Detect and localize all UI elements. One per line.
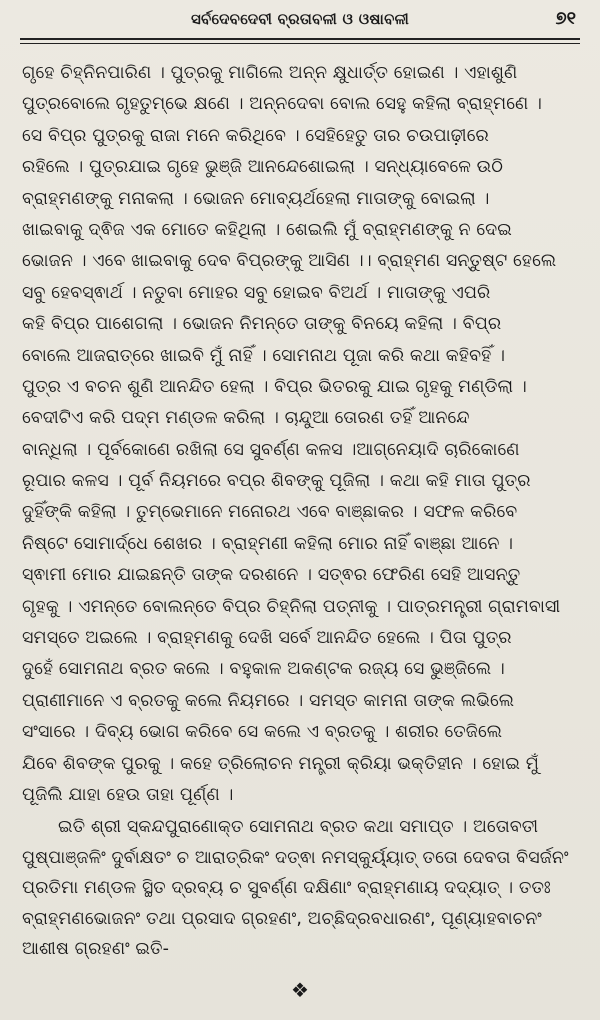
- text-line: ବେଦୀଟିଏ କରି ପଦ୍ମ ମଣ୍ଡଳ କରିଲା । ଚାନ୍ଦୁଆ ତୋରଣ ତହିଁ ଆନନ୍ଦେ: [22, 408, 470, 429]
- text-line: ବାନ୍ଧିଲା । ପୂର୍ବକୋଣେ ରଖିଲା ସେ ସୁବର୍ଣ୍ଣ କଳସ ।ଆଗ୍ନେୟାଦି ଚାରିକୋଣେ: [22, 439, 520, 460]
- text-line: ସଂସାରେ । ଦିବ୍ୟ ଭୋଗ କରିବେ ସେ କଲେ ଏ ବ୍ରତକୁ । ଶରୀର ତେଜିଲେ: [22, 722, 503, 743]
- text-line: ବ୍ରାହ୍ମଣଙ୍କୁ ମନାକଲା । ଭୋଜନ ମୋବ୍ୟର୍ଥହେଲା ମାତାଙ୍କୁ ବୋଇଲା ।: [22, 188, 490, 209]
- text-line: ପ୍ରାଣୀମାନେ ଏ ବ୍ରତକୁ କଲେ ନିୟମରେ । ସମସ୍ତ କାମନା ତାଙ୍କ ଲଭିଲେ: [22, 690, 515, 711]
- header-rule-thin: [20, 43, 580, 44]
- paragraph-closing: [22, 812, 578, 965]
- text-line: କହି ବିପ୍ର ପାଶେଗଲା । ଭୋଜନ ନିମନ୍ତେ ତାଙ୍କୁ ବିନୟେ କହିଲା । ବିପ୍ର: [22, 314, 502, 335]
- text-line: ରୂପାର କଳସ । ପୂର୍ବ ନିୟମରେ ବପ୍ର ଶିବଙ୍କୁ ପୂଜିଲା । କଥା କହି ମାତା ପୁତ୍ର: [22, 471, 531, 492]
- text-line: ପୁତ୍ର ଏ ବଚନ ଶୁଣି ଆନନ୍ଦିତ ହେଲା । ବିପ୍ର ଭିତରକୁ ଯାଇ ଗୃହକୁ ମଣ୍ଡିଲା ।: [22, 376, 527, 397]
- text-line: ଯିବେ ଶିବଙ୍କ ପୁରକୁ । କହେ ତ୍ରିଲୋଚନ ମନ୍ତ୍ରୀ କ୍ରିୟା ଭକ୍ତିହୀନ । ହୋଇ ମୁଁ: [22, 753, 539, 774]
- text-line: ନିଷ୍ଟେ ସୋମାର୍ଦ୍ଧେ ଶେଖର । ବ୍ରାହ୍ମଣୀ କହିଲା ମୋର ନାହିଁ ବାଞ୍ଛା ଆନେ ।: [22, 533, 514, 554]
- text-line: ଇତି ଶ୍ରୀ ସ୍କନ୍ଦପୁରାଣୋକ୍ତ ସୋମନାଥ ବ୍ରତ କଥା ସମାପ୍ତ । ଅତୋବତୀ: [58, 817, 539, 837]
- page-number: ୭୧: [555, 8, 576, 29]
- text-line: ପୁତ୍ରବୋଲେ ଗୃହତୁମ୍ଭେ କ୍ଷଣେ । ଅନ୍ନଦେବା ବୋଲ ସେହୁ କହିଲା ବ୍ରାହ୍ମଣେ ।: [22, 94, 542, 115]
- text-line: ସମସ୍ତେ ଅଇଲେ । ବ୍ରାହ୍ମଣକୁ ଦେଖି ସର୍ବେ ଆନନ୍ଦିତ ହେଲେ । ପିତା ପୁତ୍ର: [22, 628, 512, 649]
- text-line: ଗୃହକୁ । ଏମନ୍ତେ ବୋଲନ୍ତେ ବିପ୍ର ଚିହ୍ନିଲା ପତ୍ନୀକୁ । ପାତ୍ରମନ୍ତ୍ରୀ ଗ୍ରାମବାସୀ: [22, 596, 561, 617]
- text-line: ଖାଇବାକୁ ଦ୍ଵିଜ ଏକ ମୋତେ କହିଥିଲା । ଶେଇଲି ମୁଁ ବ୍ରାହ୍ମଣଙ୍କୁ ନ ଦେଇ: [22, 219, 512, 240]
- header-rule-thick: [20, 38, 580, 40]
- text-line: ପୂଜିଲି ଯାହା ହେଉ ତାହା ପୂର୍ଣ୍ଣ ।: [22, 784, 234, 805]
- text-line: ଦୁହେଁ ସୋମନାଥ ବ୍ରତ କଲେ । ବହୁକାଳ ଅକଣ୍ଟକ ରଜ୍ୟ ସେ ଭୁଞ୍ଜିଲେ ।: [22, 659, 505, 680]
- text-line: ରହିଲେ । ପୁତ୍ରଯାଇ ଗୃହେ ଭୁଞ୍ଜି ଆନନ୍ଦେଶୋଇଲା । ସନ୍ଧ୍ୟାବେଳେ ଉଠି: [22, 157, 504, 178]
- text-line: ଆଶୀଷ ଗ୍ରହଣଂ ଇତି-: [22, 939, 170, 959]
- text-line: ସ୍ଵାମୀ ମୋର ଯାଇଛନ୍ତି ତାଙ୍କ ଦରଶନେ । ସତ୍ଵର ଫେରିଣ ସେହି ଆସନ୍ତୁ: [22, 565, 521, 586]
- text-line: ପୁଷ୍ପାଞ୍ଜଳିଂ ଦୁର୍ବାକ୍ଷତଂ ଚ ଆରାତ୍ରିକଂ ଦତ୍ଵା ନମସ୍କୁର୍ୟ୍ୟାତ୍ ତତୋ ଦେବତା ବିସର୍ଜନଂ: [22, 847, 569, 868]
- running-title: ସର୍ବଦେବଦେବୀ ବ୍ରତାବଳୀ ଓ ଓଷାବଳୀ: [190, 10, 410, 28]
- text-line: ବ୍ରାହ୍ମଣଭୋଜନଂ ତଥା ପ୍ରସାଦ ଗ୍ରହଣଂ, ଅଚ୍ଛିଦ୍ରବଧାରଣଂ, ପୂଣ୍ୟାହବାଚନଂ: [22, 908, 542, 929]
- text-line: ଭୋଜନ । ଏବେ ଖାଇବାକୁ ଦେବ ବିପ୍ରଙ୍କୁ ଆସିଣ ।। ବ୍ରାହ୍ମଣ ସନ୍ତୁଷ୍ଟ ହେଲେ: [22, 251, 557, 272]
- ornament-icon: ❖: [291, 978, 309, 1002]
- paragraph-main: [22, 58, 578, 811]
- text-line: ଦୁହିଁଙ୍କି କହିଲା । ତୁମ୍ଭେମାନେ ମନୋରଥ ଏବେ ବାଞ୍ଛାକର । ସଫଳ କରିବେ: [22, 502, 518, 523]
- text-line: ସବୁ ହେବସ୍ଵାର୍ଥ । ନତୁବା ମୋହର ସବୁ ହୋଇବ ବିଅର୍ଥ । ମାତାଙ୍କୁ ଏପରି: [22, 282, 491, 303]
- text-line: ଗୃହେ ଚିହ୍ନିନପାରିଣ । ପୁତ୍ରକୁ ମାଗିଲେ ଅନ୍ନ କ୍ଷୁଧାର୍ତ୍ତ ହୋଇଣ । ଏହାଶୁଣି: [22, 63, 518, 83]
- page-header: [20, 8, 580, 36]
- text-line: ବୋଲେ ଆଜରାତ୍ରେ ଖାଇବି ମୁଁ ନାହିଁ । ସୋମନାଥ ପୂଜା କରି କଥା କହିବହିଁ ।: [22, 345, 506, 366]
- text-line: ପ୍ରତିମା ମଣ୍ଡଳ ସ୍ଥିତ ଦ୍ରବ୍ୟ ଚ ସୁବର୍ଣ୍ଣ ଦକ୍ଷିଣାଂ ବ୍ରାହ୍ମଣାୟ ଦଦ୍ୟାତ୍ । ତତଃ: [22, 878, 551, 898]
- text-line: ସେ ବିପ୍ର ପୁତ୍ରକୁ ରାଜା ମନେ କରିଥିବେ । ସେହିହେତୁ ତାର ଚଉପାଢ଼ୀରେ: [22, 125, 489, 146]
